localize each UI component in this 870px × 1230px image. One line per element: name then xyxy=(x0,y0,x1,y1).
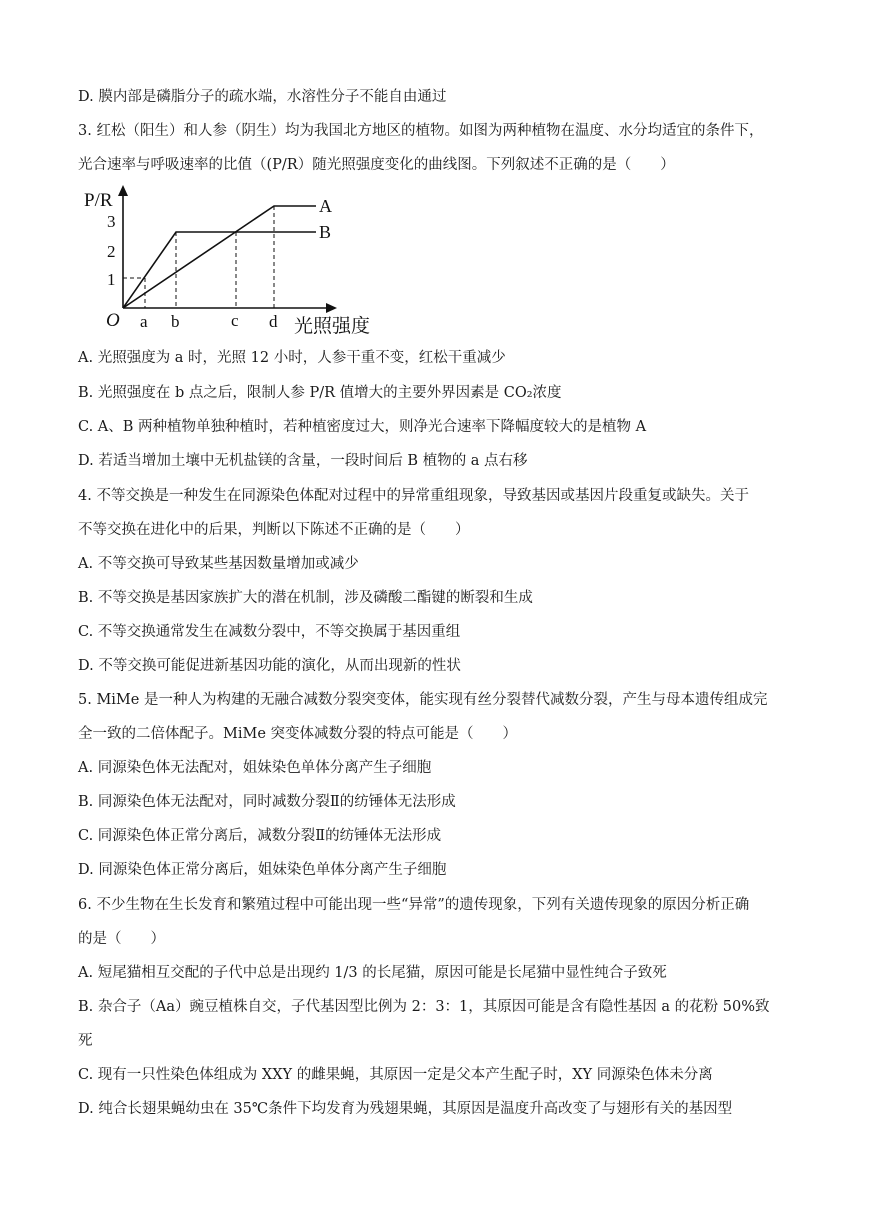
option-6a: A. 短尾猫相互交配的子代中总是出现约 1/3 的长尾猫，原因可能是长尾猫中显性纯合子致死 xyxy=(78,965,667,981)
x-axis-label: 光照强度 xyxy=(294,316,371,337)
option-5d: D. 同源染色体正常分离后，姐妹染色单体分离产生子细胞 xyxy=(78,862,447,878)
option-5c: C. 同源染色体正常分离后，减数分裂Ⅱ的纺锤体无法形成 xyxy=(78,828,442,844)
question-6-stem-cont: 的是（ ） xyxy=(78,931,165,947)
question-4-stem: 4. 不等交换是一种发生在同源染色体配对过程中的异常重组现象，导致基因或基因片段重复或缺失。关于 xyxy=(78,488,749,504)
question-6-stem: 6. 不少生物在生长发育和繁殖过程中可能出现一些“异常”的遗传现象，下列有关遗传现象的原因分析正确 xyxy=(78,897,750,913)
y-tick-1: 1 xyxy=(107,270,116,289)
x-axis-arrow xyxy=(326,303,337,313)
option-6c: C. 现有一只性染色体组成为 XXY 的雌果蝇，其原因一定是父本产生配子时，XY 同源染色体未分离 xyxy=(78,1067,713,1083)
option-5b: B. 同源染色体无法配对，同时减数分裂Ⅱ的纺锤体无法形成 xyxy=(78,794,456,810)
x-tick-c: c xyxy=(231,311,239,330)
option-3a: A. 光照强度为 a 时，光照 12 小时，人参干重不变，红松干重减少 xyxy=(78,350,506,366)
pr-light-chart xyxy=(78,180,398,340)
y-tick-2: 2 xyxy=(107,242,116,261)
series-a-line xyxy=(123,206,316,308)
option-2d: D. 膜内部是磷脂分子的疏水端，水溶性分子不能自由通过 xyxy=(78,89,447,105)
option-3d: D. 若适当增加土壤中无机盐镁的含量，一段时间后 B 植物的 a 点右移 xyxy=(78,453,528,469)
option-3b: B. 光照强度在 b 点之后，限制人参 P/R 值增大的主要外界因素是 CO₂浓度 xyxy=(78,385,562,401)
y-axis-arrow xyxy=(118,185,128,196)
question-3-stem: 3. 红松（阳生）和人参（阴生）均为我国北方地区的植物。如图为两种植物在温度、水分均适宜的条件下， xyxy=(78,123,764,139)
question-4-stem-cont: 不等交换在进化中的后果，判断以下陈述不正确的是（ ） xyxy=(78,522,470,538)
option-3c: C. A、B 两种植物单独种植时，若种植密度过大，则净光合速率下降幅度较大的是植物 A xyxy=(78,419,647,435)
y-axis-label: P/R xyxy=(84,190,113,211)
option-4c: C. 不等交换通常发生在减数分裂中，不等交换属于基因重组 xyxy=(78,624,461,640)
option-6b: B. 杂合子（Aa）豌豆植株自交，子代基因型比例为 2：3：1，其原因可能是含有隐性基因 a 的花粉 50%致 xyxy=(78,999,770,1015)
question-3-stem-cont: 光合速率与呼吸速率的比值（(P/R）随光照强度变化的曲线图。下列叙述不正确的是（ ） xyxy=(78,157,675,173)
option-6b-cont: 死 xyxy=(78,1033,93,1049)
x-tick-b: b xyxy=(171,312,180,331)
question-5-stem: 5. MiMe 是一种人为构建的无融合减数分裂突变体，能实现有丝分裂替代减数分裂，产生与母本遗传组成完 xyxy=(78,692,768,708)
option-4a: A. 不等交换可导致某些基因数量增加或减少 xyxy=(78,556,359,572)
option-6d: D. 纯合长翅果蝇幼虫在 35℃条件下均发育为残翅果蝇，其原因是温度升高改变了与翅形有关的基因型 xyxy=(78,1101,733,1117)
x-tick-a: a xyxy=(140,312,148,331)
origin-label: O xyxy=(106,310,120,331)
y-tick-3: 3 xyxy=(107,212,116,231)
series-b-label: B xyxy=(319,222,332,242)
option-4b: B. 不等交换是基因家族扩大的潜在机制，涉及磷酸二酯键的断裂和生成 xyxy=(78,590,533,606)
series-a-label: A xyxy=(319,196,332,216)
question-5-stem-cont: 全一致的二倍体配子。MiMe 突变体减数分裂的特点可能是（ ） xyxy=(78,726,518,742)
x-tick-d: d xyxy=(269,312,278,331)
option-4d: D. 不等交换可能促进新基因功能的演化，从而出现新的性状 xyxy=(78,658,461,674)
option-5a: A. 同源染色体无法配对，姐妹染色单体分离产生子细胞 xyxy=(78,760,432,776)
